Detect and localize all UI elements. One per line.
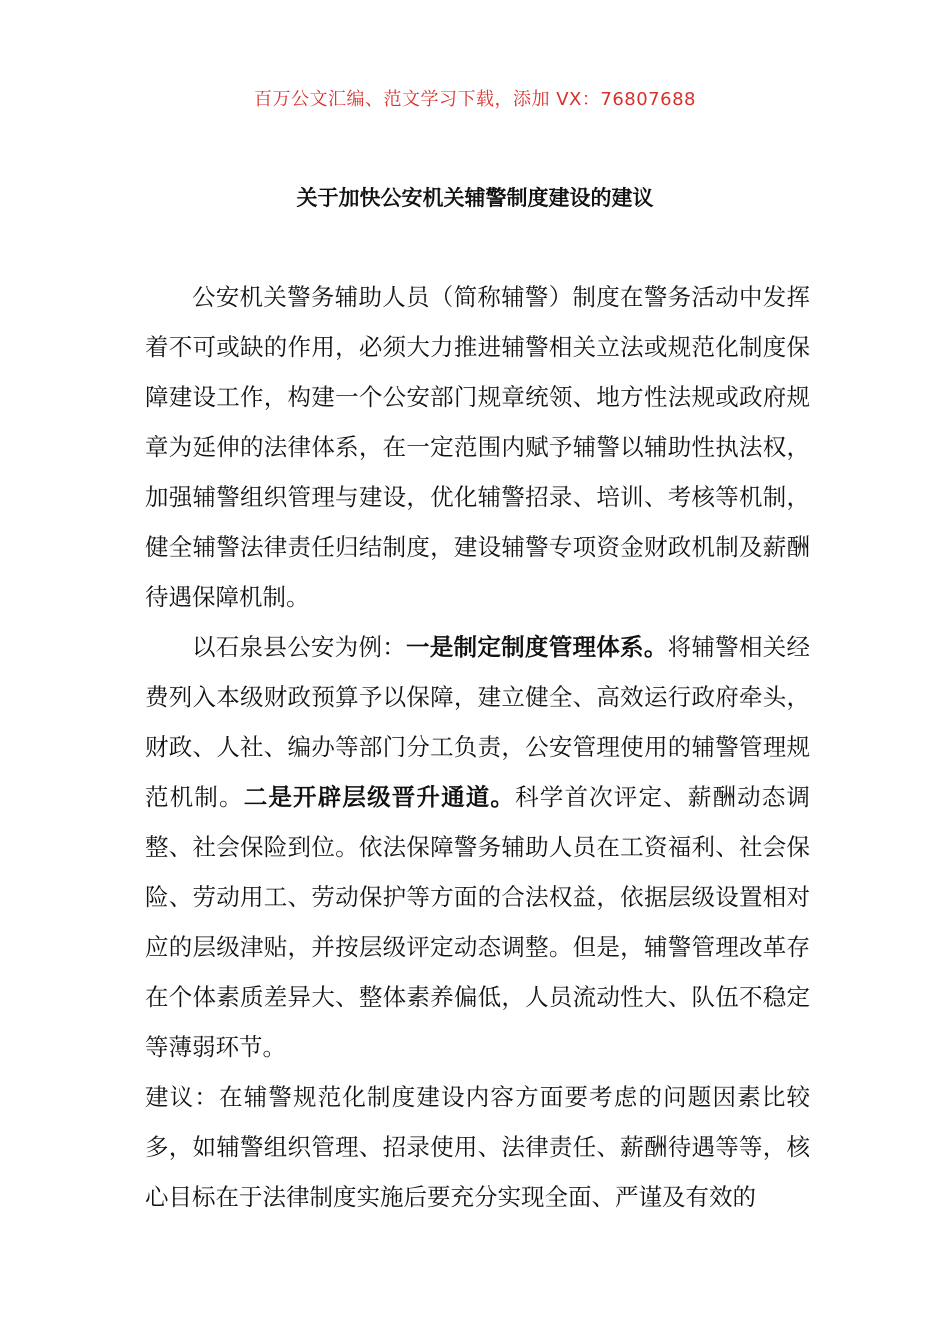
example-lead: 以石泉县公安为例： xyxy=(192,633,407,661)
point-one-text: 将辅警相关经费列入本级财政预算予以保障，建立健全、高效运行政府牵头，财政、人社、编办等部门分工负责，公安管理使用的辅警管理规范机制。 xyxy=(145,633,811,811)
paragraph-intro: 公安机关警务辅助人员（简称辅警）制度在警务活动中发挥着不可或缺的作用，必须大力推进辅警相关立法或规范化制度保障建设工作，构建一个公安部门规章统领、地方性法规或政府规章为延伸的法律体系，在一定范围内赋予辅警以辅助性执法权，加强辅警组织管理与建设，优化辅警招录、培训、考核等机制，健全辅警法律责任归结制度，建设辅警专项资金财政机制及薪酬待遇保障机制。 xyxy=(145,283,810,611)
paragraph-suggestion: 建议：在辅警规范化制度建设内容方面要考虑的问题因素比较多，如辅警组织管理、招录使用、法律责任、薪酬待遇等等，核心目标在于法律制度实施后要充分实现全面、严谨及有效的 xyxy=(145,1083,810,1211)
point-two-text: 科学首次评定、薪酬动态调整、社会保险到位。依法保障警务辅助人员在工资福利、社会保险、劳动用工、劳动保护等方面的合法权益，依据层级设置相对应的层级津贴，并按层级评定动态调整。但是，辅警管理改革存在个体素质差异大、整体素养偏低，人员流动性大、队伍不稳定等薄弱环节。 xyxy=(145,783,811,1061)
point-two-heading: 二是开辟层级晋升通道。 xyxy=(243,783,516,811)
header-watermark-note: 百万公文汇编、范文学习下载，添加 VX：76807688 xyxy=(254,89,696,110)
document-body xyxy=(145,272,810,1222)
point-one-heading: 一是制定制度管理体系。 xyxy=(406,633,668,661)
document-title: 关于加快公安机关辅警制度建设的建议 xyxy=(296,186,654,210)
paragraph-example xyxy=(145,622,810,1072)
